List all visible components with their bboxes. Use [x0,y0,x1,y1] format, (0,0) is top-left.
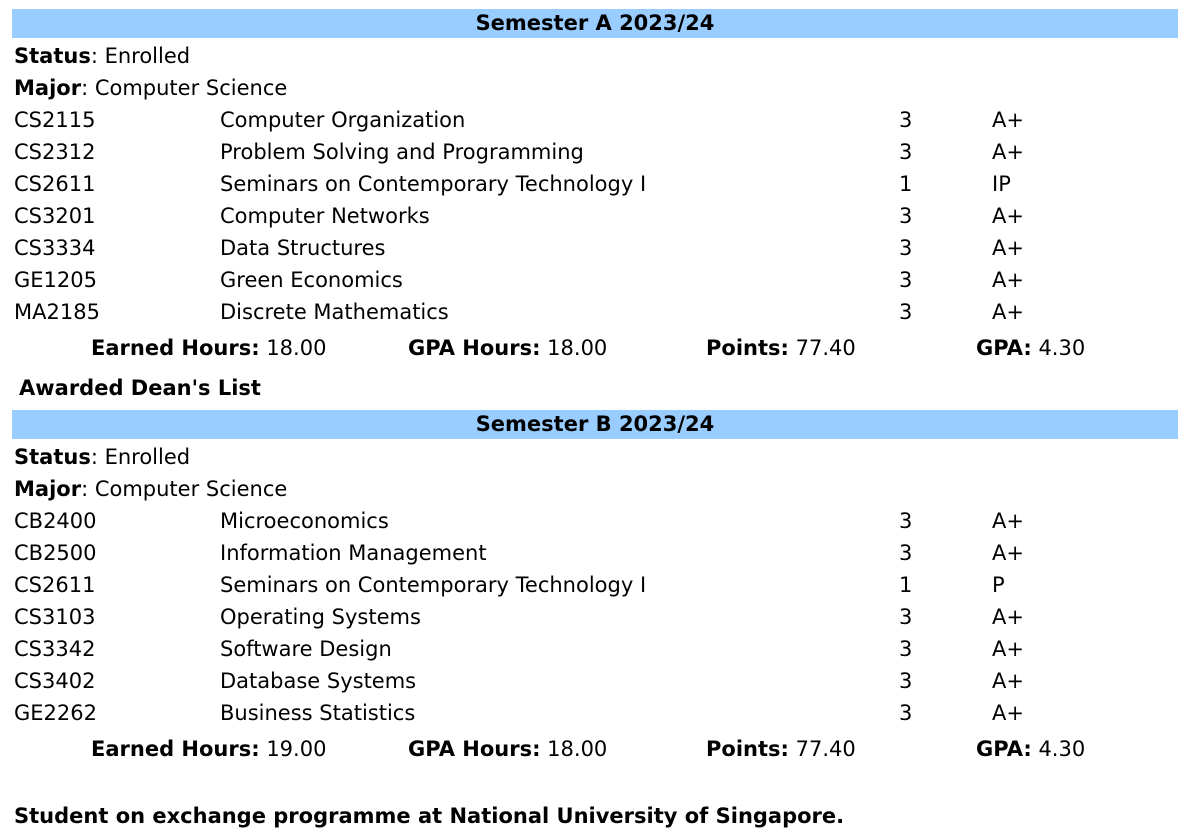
earned-hours [91,332,326,364]
points [706,332,856,364]
course-title: Green Economics [220,268,403,292]
course-code: CS3103 [14,605,96,629]
course-credits: 3 [899,268,913,292]
points-label: Points: [706,336,789,360]
gpa [976,733,1085,765]
status-value: : Enrolled [90,44,191,68]
course-credits: 3 [899,108,913,132]
course-row [0,537,1186,569]
gpa-hours-value: 18.00 [547,737,608,761]
course-code: CB2500 [14,541,97,565]
course-title: Information Management [220,541,487,565]
points-value: 77.40 [795,336,856,360]
earned-hours-label: Earned Hours: [91,737,260,761]
course-code: CS3201 [14,204,96,228]
course-credits: 3 [899,509,913,533]
course-credits: 3 [899,637,913,661]
course-credits: 3 [899,300,913,324]
course-grade: A+ [992,509,1024,533]
course-title: Seminars on Contemporary Technology I [220,573,647,597]
course-code: CB2400 [14,509,97,533]
course-row [0,136,1186,168]
course-grade: A+ [992,140,1024,164]
course-title: Computer Organization [220,108,466,132]
exchange-programme-note: Student on exchange programme at National University of Singapore. [14,804,845,828]
course-title: Computer Networks [220,204,430,228]
gpa-label: GPA: [976,737,1032,761]
gpa-value: 4.30 [1038,336,1086,360]
gpa-hours [408,733,607,765]
status-label: Status [14,44,91,68]
major-value: : Computer Science [81,76,288,100]
points [706,733,856,765]
status-label: Status [14,445,91,469]
course-title: Business Statistics [220,701,416,725]
gpa-hours [408,332,607,364]
course-credits: 3 [899,701,913,725]
course-credits: 1 [899,573,913,597]
semester-b-header: Semester B 2023/24 [12,410,1178,439]
course-grade: A+ [992,236,1024,260]
course-title: Seminars on Contemporary Technology I [220,172,647,196]
course-row [0,168,1186,200]
course-code: GE2262 [14,701,97,725]
major-value: : Computer Science [81,477,288,501]
earned-hours-value: 19.00 [266,737,327,761]
semester-b-status [14,441,190,473]
course-title: Database Systems [220,669,417,693]
course-grade: A+ [992,300,1024,324]
course-code: GE1205 [14,268,97,292]
earned-hours-value: 18.00 [266,336,327,360]
semester-b-summary [0,733,1186,765]
status-value: : Enrolled [90,445,191,469]
course-code: CS3334 [14,236,96,260]
course-row [0,264,1186,296]
semester-b-major [14,473,287,505]
course-grade: A+ [992,701,1024,725]
course-row [0,665,1186,697]
course-row [0,505,1186,537]
course-title: Operating Systems [220,605,421,629]
course-grade: A+ [992,541,1024,565]
course-title: Problem Solving and Programming [220,140,584,164]
gpa-hours-label: GPA Hours: [408,737,541,761]
semester-a-major [14,72,287,104]
course-code: CS3342 [14,637,96,661]
gpa-hours-value: 18.00 [547,336,608,360]
course-grade: A+ [992,637,1024,661]
major-label: Major [14,76,82,100]
course-grade: A+ [992,204,1024,228]
course-credits: 1 [899,172,913,196]
points-label: Points: [706,737,789,761]
course-grade: A+ [992,605,1024,629]
course-grade: P [992,573,1005,597]
course-credits: 3 [899,605,913,629]
course-grade: IP [992,172,1011,196]
course-credits: 3 [899,669,913,693]
semester-a-summary [0,332,1186,364]
course-grade: A+ [992,669,1024,693]
course-code: MA2185 [14,300,100,324]
course-title: Discrete Mathematics [220,300,449,324]
earned-hours-label: Earned Hours: [91,336,260,360]
gpa-label: GPA: [976,336,1032,360]
course-credits: 3 [899,140,913,164]
gpa [976,332,1085,364]
course-row [0,232,1186,264]
course-title: Software Design [220,637,392,661]
points-value: 77.40 [795,737,856,761]
course-title: Data Structures [220,236,386,260]
semester-a-status [14,40,190,72]
gpa-hours-label: GPA Hours: [408,336,541,360]
semester-a-header: Semester A 2023/24 [12,9,1178,38]
course-credits: 3 [899,236,913,260]
course-code: CS2611 [14,573,96,597]
course-code: CS2115 [14,108,96,132]
course-row [0,200,1186,232]
course-credits: 3 [899,204,913,228]
course-code: CS2611 [14,172,96,196]
course-title: Microeconomics [220,509,389,533]
course-row [0,633,1186,665]
course-row [0,569,1186,601]
course-grade: A+ [992,108,1024,132]
course-row [0,601,1186,633]
course-row [0,104,1186,136]
course-grade: A+ [992,268,1024,292]
major-label: Major [14,477,82,501]
course-code: CS2312 [14,140,96,164]
deans-list-award: Awarded Dean's List [19,376,261,400]
course-code: CS3402 [14,669,96,693]
gpa-value: 4.30 [1038,737,1086,761]
course-credits: 3 [899,541,913,565]
earned-hours [91,733,326,765]
course-row [0,296,1186,328]
course-row [0,697,1186,729]
